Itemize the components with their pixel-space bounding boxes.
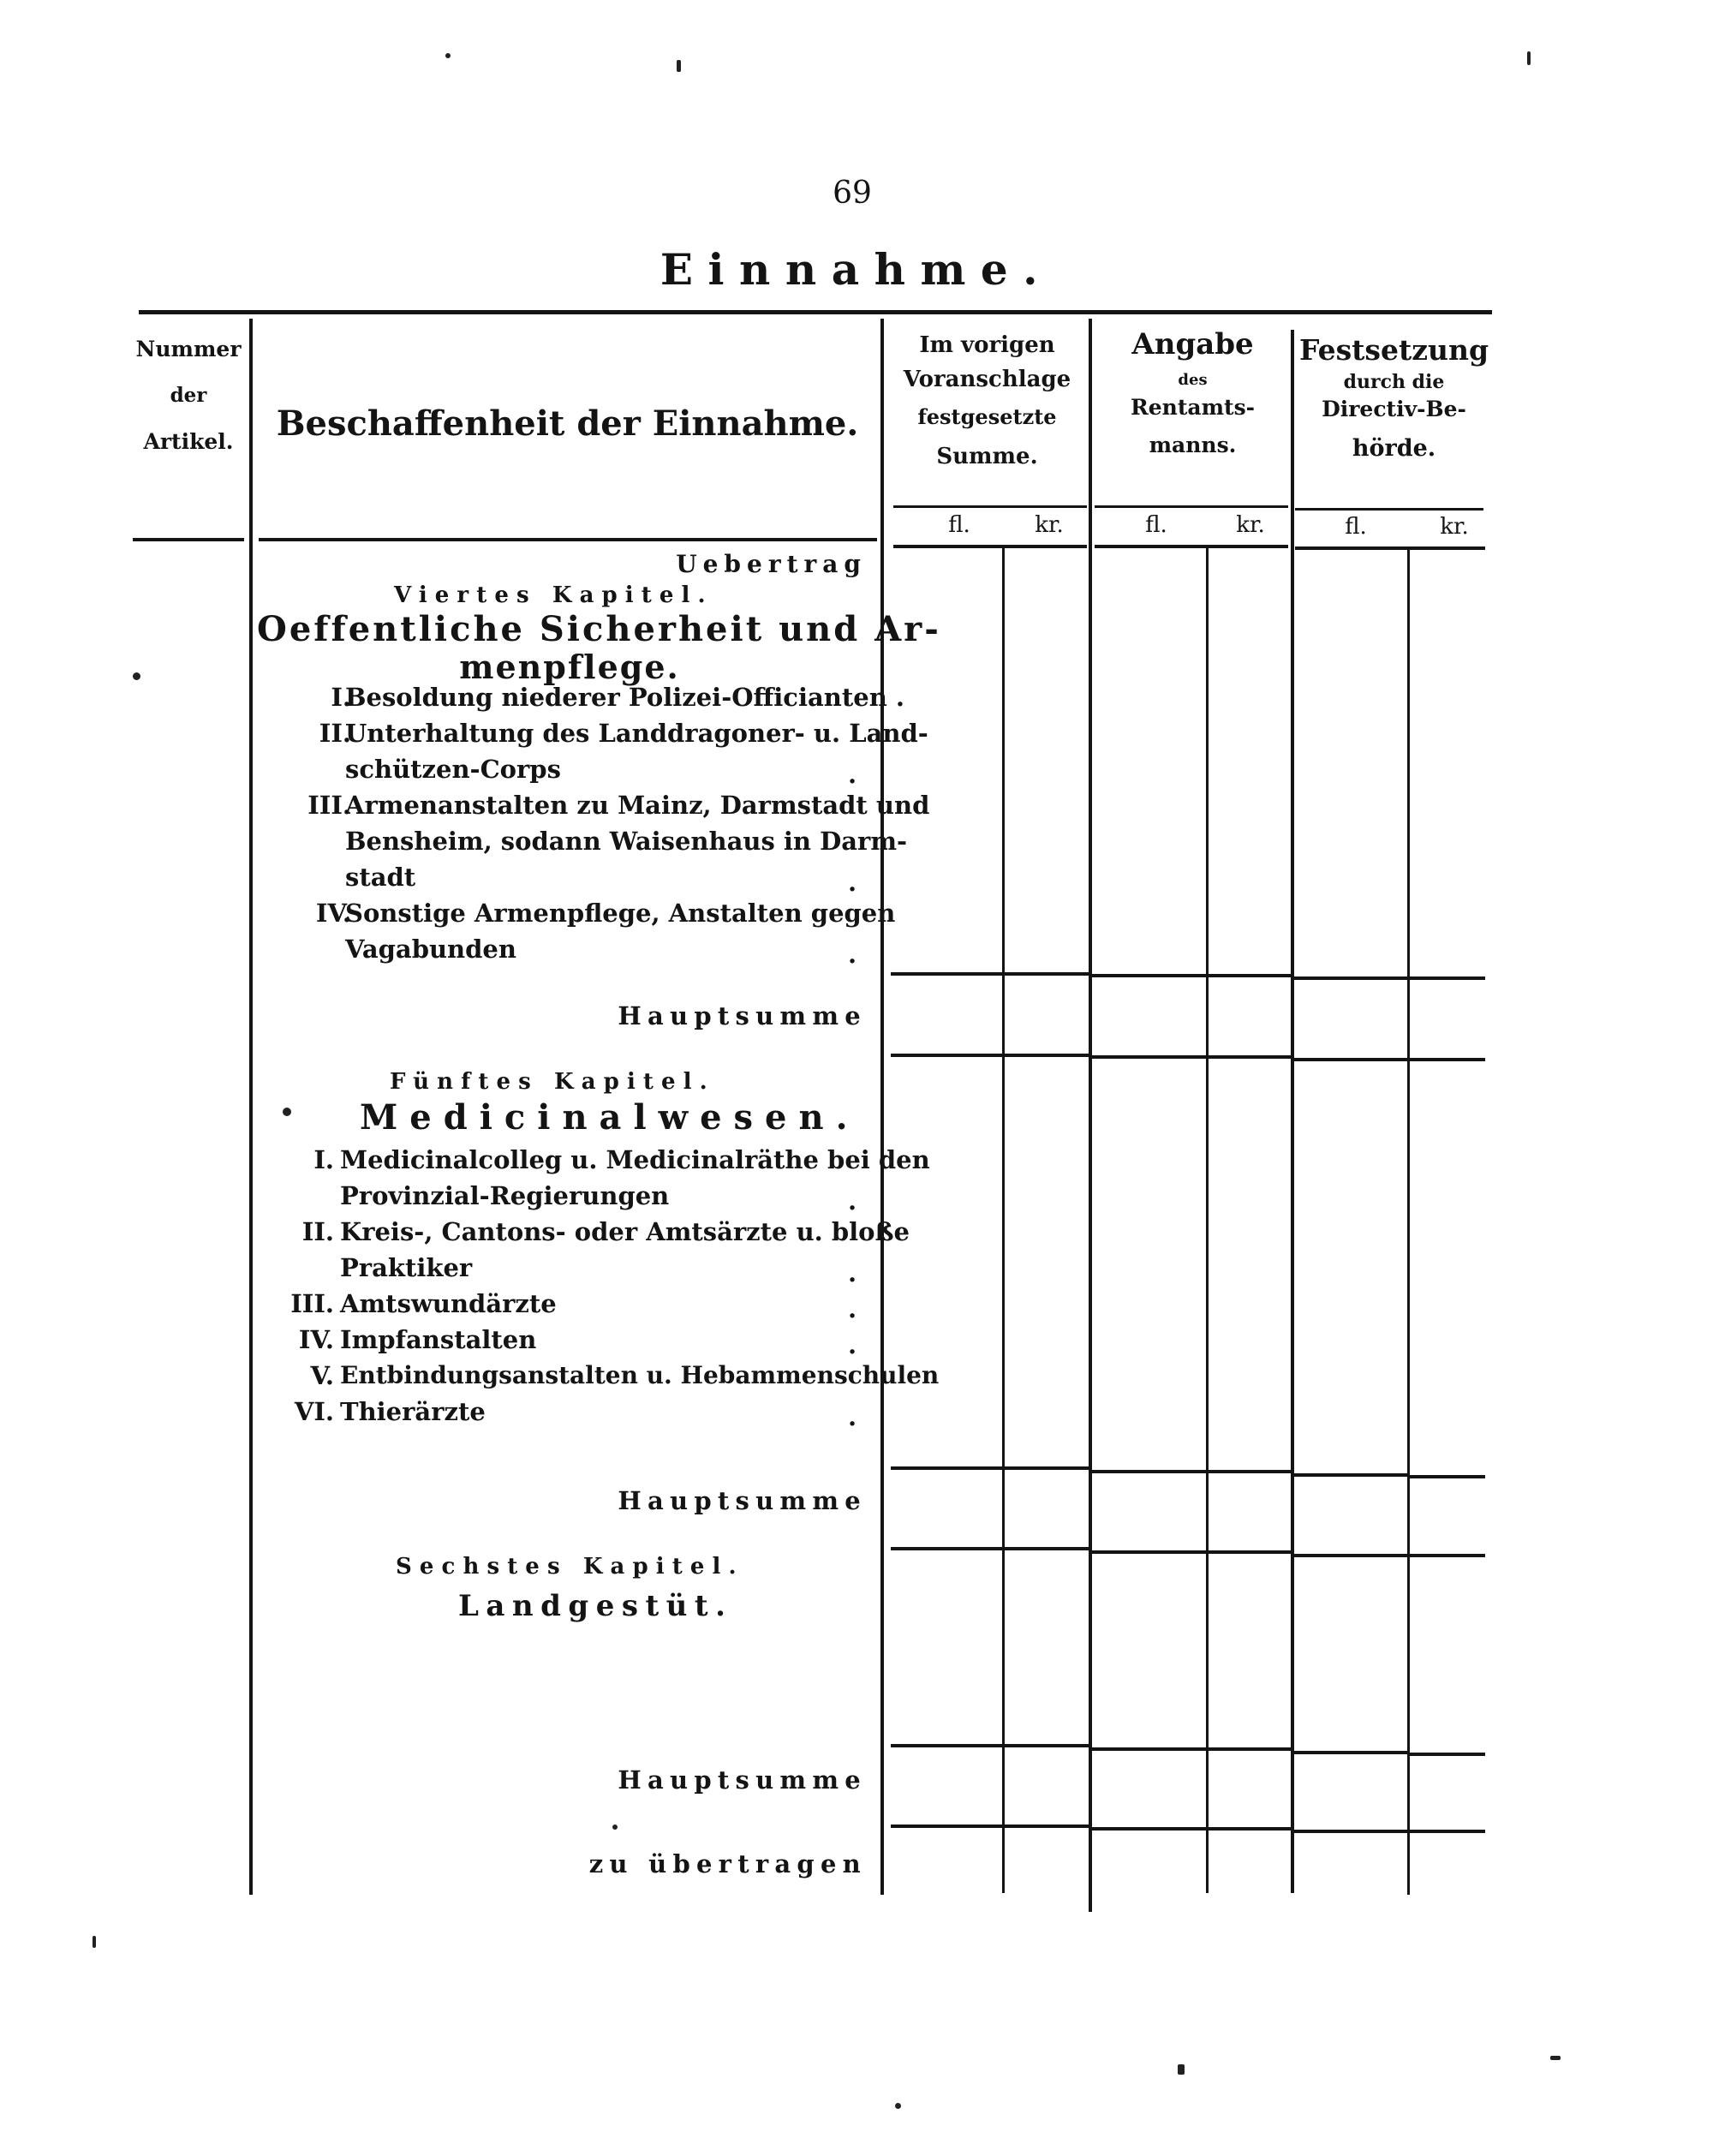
ch4-total-rule-2 [1092, 1055, 1291, 1059]
column-divider-3 [1089, 319, 1092, 1912]
ch6-total-rule-3 [1294, 1830, 1485, 1833]
column-divider-2 [880, 319, 884, 1895]
unit-fl-2: fl. [1145, 512, 1167, 538]
print-speck [133, 672, 140, 680]
header-col-rentamt-line4: manns. [1149, 433, 1237, 457]
ch5-item-3-num: III. [290, 1289, 334, 1318]
page-title: Einnahme. [660, 244, 1053, 295]
print-speck [677, 60, 681, 72]
header-col-directive-line1: Festsetzung [1298, 333, 1489, 367]
header-col-number-line2: der [170, 384, 207, 407]
header-col-rentamt-line2: des [1178, 371, 1208, 389]
ch4-item-2-line2: schützen-Corps [345, 755, 561, 784]
ch6-total-rule-2 [1092, 1827, 1291, 1831]
unit-kr-1: kr. [1035, 512, 1064, 538]
ch5-item-1-line2: Provinzial-Regierungen [340, 1181, 670, 1210]
ch6-hauptsumme: Hauptsumme [618, 1765, 867, 1795]
ch6-sum-rule-3a [1294, 1751, 1407, 1754]
ch4-item-4-line1: Sonstige Armenpflege, Anstalten gegen [345, 899, 896, 928]
ch5-sum-rule-2a [1092, 1470, 1206, 1473]
print-speck [895, 2103, 901, 2109]
ch4-sum-rule-1b [1005, 972, 1089, 976]
units-rule-top-2 [1095, 505, 1288, 508]
ch5-sum-rule-3a [1294, 1473, 1407, 1477]
chapter-5-title: Medicinalwesen. [360, 1097, 860, 1138]
header-col-number-line3: Artikel. [143, 429, 234, 454]
header-col-number-line1: Nummer [135, 337, 242, 361]
header-col-directive-line2: durch die [1343, 371, 1445, 393]
ch4-item-4-line2: Vagabunden [345, 935, 516, 964]
ch5-item-4-dot: . [848, 1330, 857, 1359]
unit-fl-3: fl. [1345, 514, 1367, 540]
unit-kr-3: kr. [1440, 514, 1469, 540]
ch5-hauptsumme: Hauptsumme [618, 1486, 867, 1515]
subcol-divider-3 [1407, 550, 1410, 1895]
ch4-item-3-line2: Bensheim, sodann Waisenhaus in Darm- [345, 827, 908, 856]
chapter-4-heading: Viertes Kapitel. [394, 582, 713, 608]
unit-kr-2: kr. [1236, 512, 1265, 538]
print-speck [445, 53, 451, 58]
header-col-previous-line1: Im vorigen [919, 332, 1055, 358]
ch6-sum-rule-2b [1209, 1747, 1291, 1751]
header-rule-middle [259, 538, 877, 541]
ch5-sum-rule-1a [891, 1466, 1002, 1470]
ch4-sum-rule-2b [1209, 974, 1291, 977]
print-speck [1178, 2064, 1185, 2075]
ch5-item-2-num: II. [301, 1217, 334, 1246]
units-rule-bottom-1 [893, 545, 1087, 548]
ch4-item-1-num: I. [331, 683, 351, 712]
ch4-total-rule-3 [1294, 1058, 1485, 1061]
ch5-item-2-line2: Praktiker [340, 1253, 473, 1282]
print-speck [93, 1936, 96, 1948]
chapter-4-title-line2: menpflege. [459, 648, 680, 686]
ch5-item-2-line1: Kreis-, Cantons- oder Amtsärzte u. bloße [340, 1217, 910, 1246]
units-rule-bottom-2 [1095, 545, 1288, 548]
ch4-sum-rule-3a [1294, 976, 1407, 980]
ch6-sum-rule-1a [891, 1744, 1002, 1747]
table-top-rule [139, 310, 1492, 314]
ch5-item-5-line1: Entbindungsanstalten u. Hebammenschulen [340, 1361, 940, 1389]
ch5-item-3-dot: . [848, 1294, 857, 1323]
header-col-rentamt-line3: Rentamts- [1130, 395, 1256, 420]
ch4-item-3-num: III. [307, 791, 351, 820]
ch5-sum-rule-3b [1410, 1475, 1485, 1478]
header-col-rentamt-line1: Angabe [1131, 327, 1254, 361]
ch5-item-6-line1: Thierärzte [340, 1397, 486, 1426]
ch5-item-4-num: IV. [298, 1325, 334, 1354]
page-number: 69 [833, 176, 872, 211]
print-speck [1550, 2056, 1561, 2060]
ch5-item-1-line1: Medicinalcolleg u. Medicinalräthe bei den [340, 1145, 930, 1174]
ch5-item-4-line1: Impfanstalten [340, 1325, 537, 1354]
column-divider-4 [1291, 330, 1294, 1893]
print-speck [283, 1108, 291, 1116]
units-rule-top-3 [1295, 508, 1483, 511]
header-col-previous-line2: Voranschlage [903, 367, 1071, 392]
ch5-item-6-dot: . [848, 1402, 857, 1431]
ch6-sum-rule-1b [1005, 1744, 1089, 1747]
chapter-6-title: Landgestüt. [458, 1589, 733, 1623]
ch4-item-3-line1: Armenanstalten zu Mainz, Darmstadt und [345, 791, 930, 820]
chapter-5-heading: Fünftes Kapitel. [390, 1069, 715, 1095]
carry-forward-label: zu übertragen [588, 1849, 867, 1878]
header-col-directive-line3: Directiv-Be- [1322, 397, 1466, 421]
chapter-4-title-line1: Oeffentliche Sicherheit und Ar- [257, 609, 941, 649]
uebertrag-label: Uebertrag [676, 550, 867, 578]
header-col-previous-line4: Summe. [936, 444, 1038, 469]
ch5-item-1-dot: . [848, 1186, 857, 1215]
ch4-item-3-dot: . [848, 868, 857, 897]
ch4-item-2-dot: . [848, 760, 857, 789]
ch5-total-rule-3 [1294, 1554, 1485, 1557]
subcol-divider-2 [1206, 548, 1209, 1893]
subcol-divider-1 [1002, 548, 1005, 1893]
ch5-sum-rule-2b [1209, 1470, 1291, 1473]
units-rule-top-1 [893, 505, 1087, 508]
ch5-total-rule-2 [1092, 1550, 1291, 1554]
header-rule-left [133, 538, 244, 541]
ch6-total-rule-1 [891, 1825, 1089, 1828]
unit-fl-1: fl. [948, 512, 970, 538]
ch4-item-2-num: II. [319, 719, 351, 748]
ch5-total-rule-1 [891, 1547, 1089, 1550]
ch6-sum-rule-3b [1410, 1753, 1485, 1756]
ch4-item-1-line1: Besoldung niederer Polizei-Officianten . [345, 683, 904, 712]
units-rule-bottom-3 [1295, 546, 1485, 550]
ch4-sum-rule-2a [1092, 974, 1206, 977]
ch6-sum-rule-2a [1092, 1747, 1206, 1751]
ch4-item-4-num: IV. [315, 899, 351, 928]
ch5-item-3-line1: Amtswundärzte [340, 1289, 557, 1318]
ch4-item-3-line3: stadt [345, 863, 416, 892]
ch4-total-rule-1 [891, 1054, 1089, 1057]
ch5-item-2-dot: . [848, 1258, 857, 1287]
ch5-item-1-num: I. [313, 1145, 334, 1174]
chapter-6-heading: Sechstes Kapitel. [396, 1554, 744, 1580]
ch4-item-4-dot: . [848, 940, 857, 969]
print-speck [1527, 51, 1531, 65]
header-col-previous-line3: festgesetzte [917, 404, 1057, 429]
ch5-sum-rule-1b [1005, 1466, 1089, 1470]
ch5-item-6-num: VI. [294, 1397, 334, 1426]
ch4-sum-rule-3b [1410, 976, 1485, 980]
column-divider-1 [249, 319, 253, 1895]
ch4-hauptsumme: Hauptsumme [618, 1001, 867, 1030]
header-col-directive-line4: hörde. [1352, 435, 1436, 462]
ch5-item-5-num: V. [310, 1361, 334, 1390]
ch4-sum-rule-1a [891, 972, 1002, 976]
print-speck [612, 1825, 618, 1830]
header-col-description: Beschaffenheit der Einnahme. [276, 403, 859, 444]
ch4-item-2-line1: Unterhaltung des Landdragoner- u. Land- [345, 719, 928, 748]
